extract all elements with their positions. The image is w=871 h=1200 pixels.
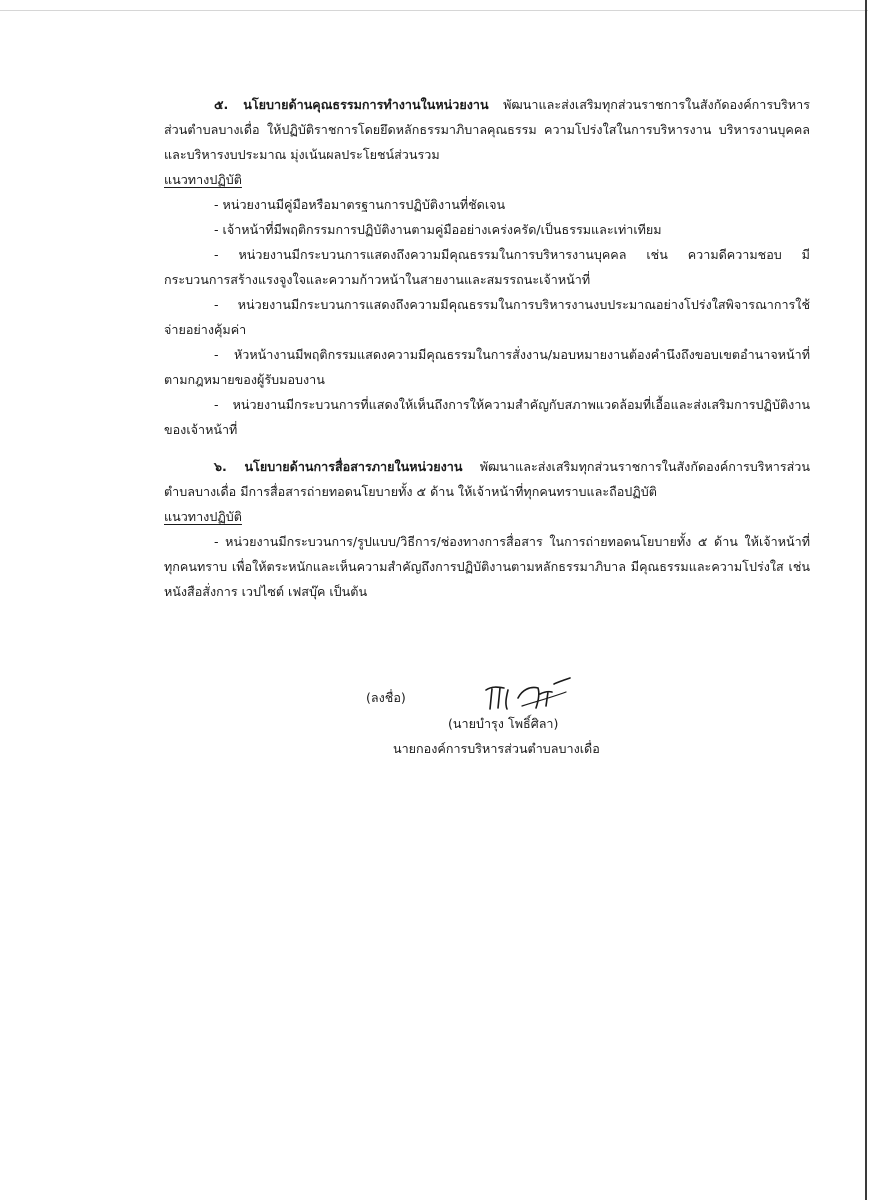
section-5-item-2: - เจ้าหน้าที่มีพฤติกรรมการปฏิบัติงานตามคู่มืออย่างเคร่งครัด/เป็นธรรมและเท่าเทียม <box>214 222 662 237</box>
section-5-item-4: - หน่วยงานมีกระบวนการแสดงถึงความมีคุณธรรมในการบริหารงานงบประมาณอย่างโปร่งใสพิจารณาการใช้จ่ายอย่างคุ้มค่า <box>164 297 810 337</box>
handwritten-signature <box>478 676 574 716</box>
section-5-paragraph <box>164 92 810 167</box>
section-5-item-5: - หัวหน้างานมีพฤติกรรมแสดงความมีคุณธรรมในการสั่งงาน/มอบหมายงานต้องคำนึงถึงขอบเขตอำนาจหน้าที่ตามกฎหมายของผู้รับมอบงาน <box>164 347 810 387</box>
section-5-intro: พัฒนาและส่งเสริมทุกส่วนราชการในสังกัดองค์การบริหารส่วนตำบลบางเดื่อ ให้ปฏิบัติราชการโดยยึดหลักธรรมาภิบาลคุณธรรม ความโปร่งใสในการบริหารงาน บริหารงานบุคคล และบริหารงบประมาณ มุ่งเน้นผลประโยชน์ส่วนรวม <box>164 97 811 162</box>
signer-name: (นายบำรุง โพธิ์ศิลา) <box>448 716 559 731</box>
section-6-guideline-label: แนวทางปฏิบัติ <box>164 509 242 524</box>
section-6-intro: พัฒนาและส่งเสริมทุกส่วนราชการในสังกัดองค์การบริหารส่วนตำบลบางเดื่อ มีการสื่อสารถ่ายทอดนโยบายทั้ง ๕ ด้าน ให้เจ้าหน้าที่ทุกคนทราบและถือปฏิบัติ <box>164 459 810 499</box>
section-5-item-6: - หน่วยงานมีกระบวนการที่แสดงให้เห็นถึงการให้ความสำคัญกับสภาพแวดล้อมที่เอื้อและส่งเสริมการปฏิบัติงานของเจ้าหน้าที่ <box>164 397 810 437</box>
signer-position: นายกองค์การบริหารส่วนตำบลบางเดื่อ <box>393 741 600 756</box>
section-6-paragraph <box>164 454 810 504</box>
scan-top-edge <box>0 10 868 11</box>
section-5-guideline-label: แนวทางปฏิบัติ <box>164 172 242 187</box>
section-5-heading: ๕. นโยบายด้านคุณธรรมการทำงานในหน่วยงาน <box>214 97 489 112</box>
section-6-item-1: - หน่วยงานมีกระบวนการ/รูปแบบ/วิธีการ/ช่องทางการสื่อสาร ในการถ่ายทอดนโยบายทั้ง ๕ ด้าน ให้เจ้าหน้าที่ทุกคนทราบ เพื่อให้ตระหนักและเห็นความสำคัญถึงการปฏิบัติงานตามหลักธรรมาภิบาล มีคุณธรรมและความโปร่งใส เช่น หนังสือสั่งการ เวปไซต์ เฟสบุ๊ค เป็นต้น <box>164 534 810 599</box>
scan-right-edge <box>865 0 867 1200</box>
section-5-item-1: - หน่วยงานมีคู่มือหรือมาตรฐานการปฏิบัติงานที่ชัดเจน <box>214 197 506 212</box>
signature-label: (ลงชื่อ) <box>366 690 406 705</box>
section-gap <box>164 442 810 454</box>
section-5-item-3: - หน่วยงานมีกระบวนการแสดงถึงความมีคุณธรรมในการบริหารงานบุคคล เช่น ความดีความชอบ มีกระบวนการสร้างแรงจูงใจและความก้าวหน้าในสายงานและสมรรถนะเจ้าหน้าที่ <box>164 247 810 287</box>
document-body <box>164 92 810 604</box>
section-6-heading: ๖. นโยบายด้านการสื่อสารภายในหน่วยงาน <box>214 459 463 474</box>
